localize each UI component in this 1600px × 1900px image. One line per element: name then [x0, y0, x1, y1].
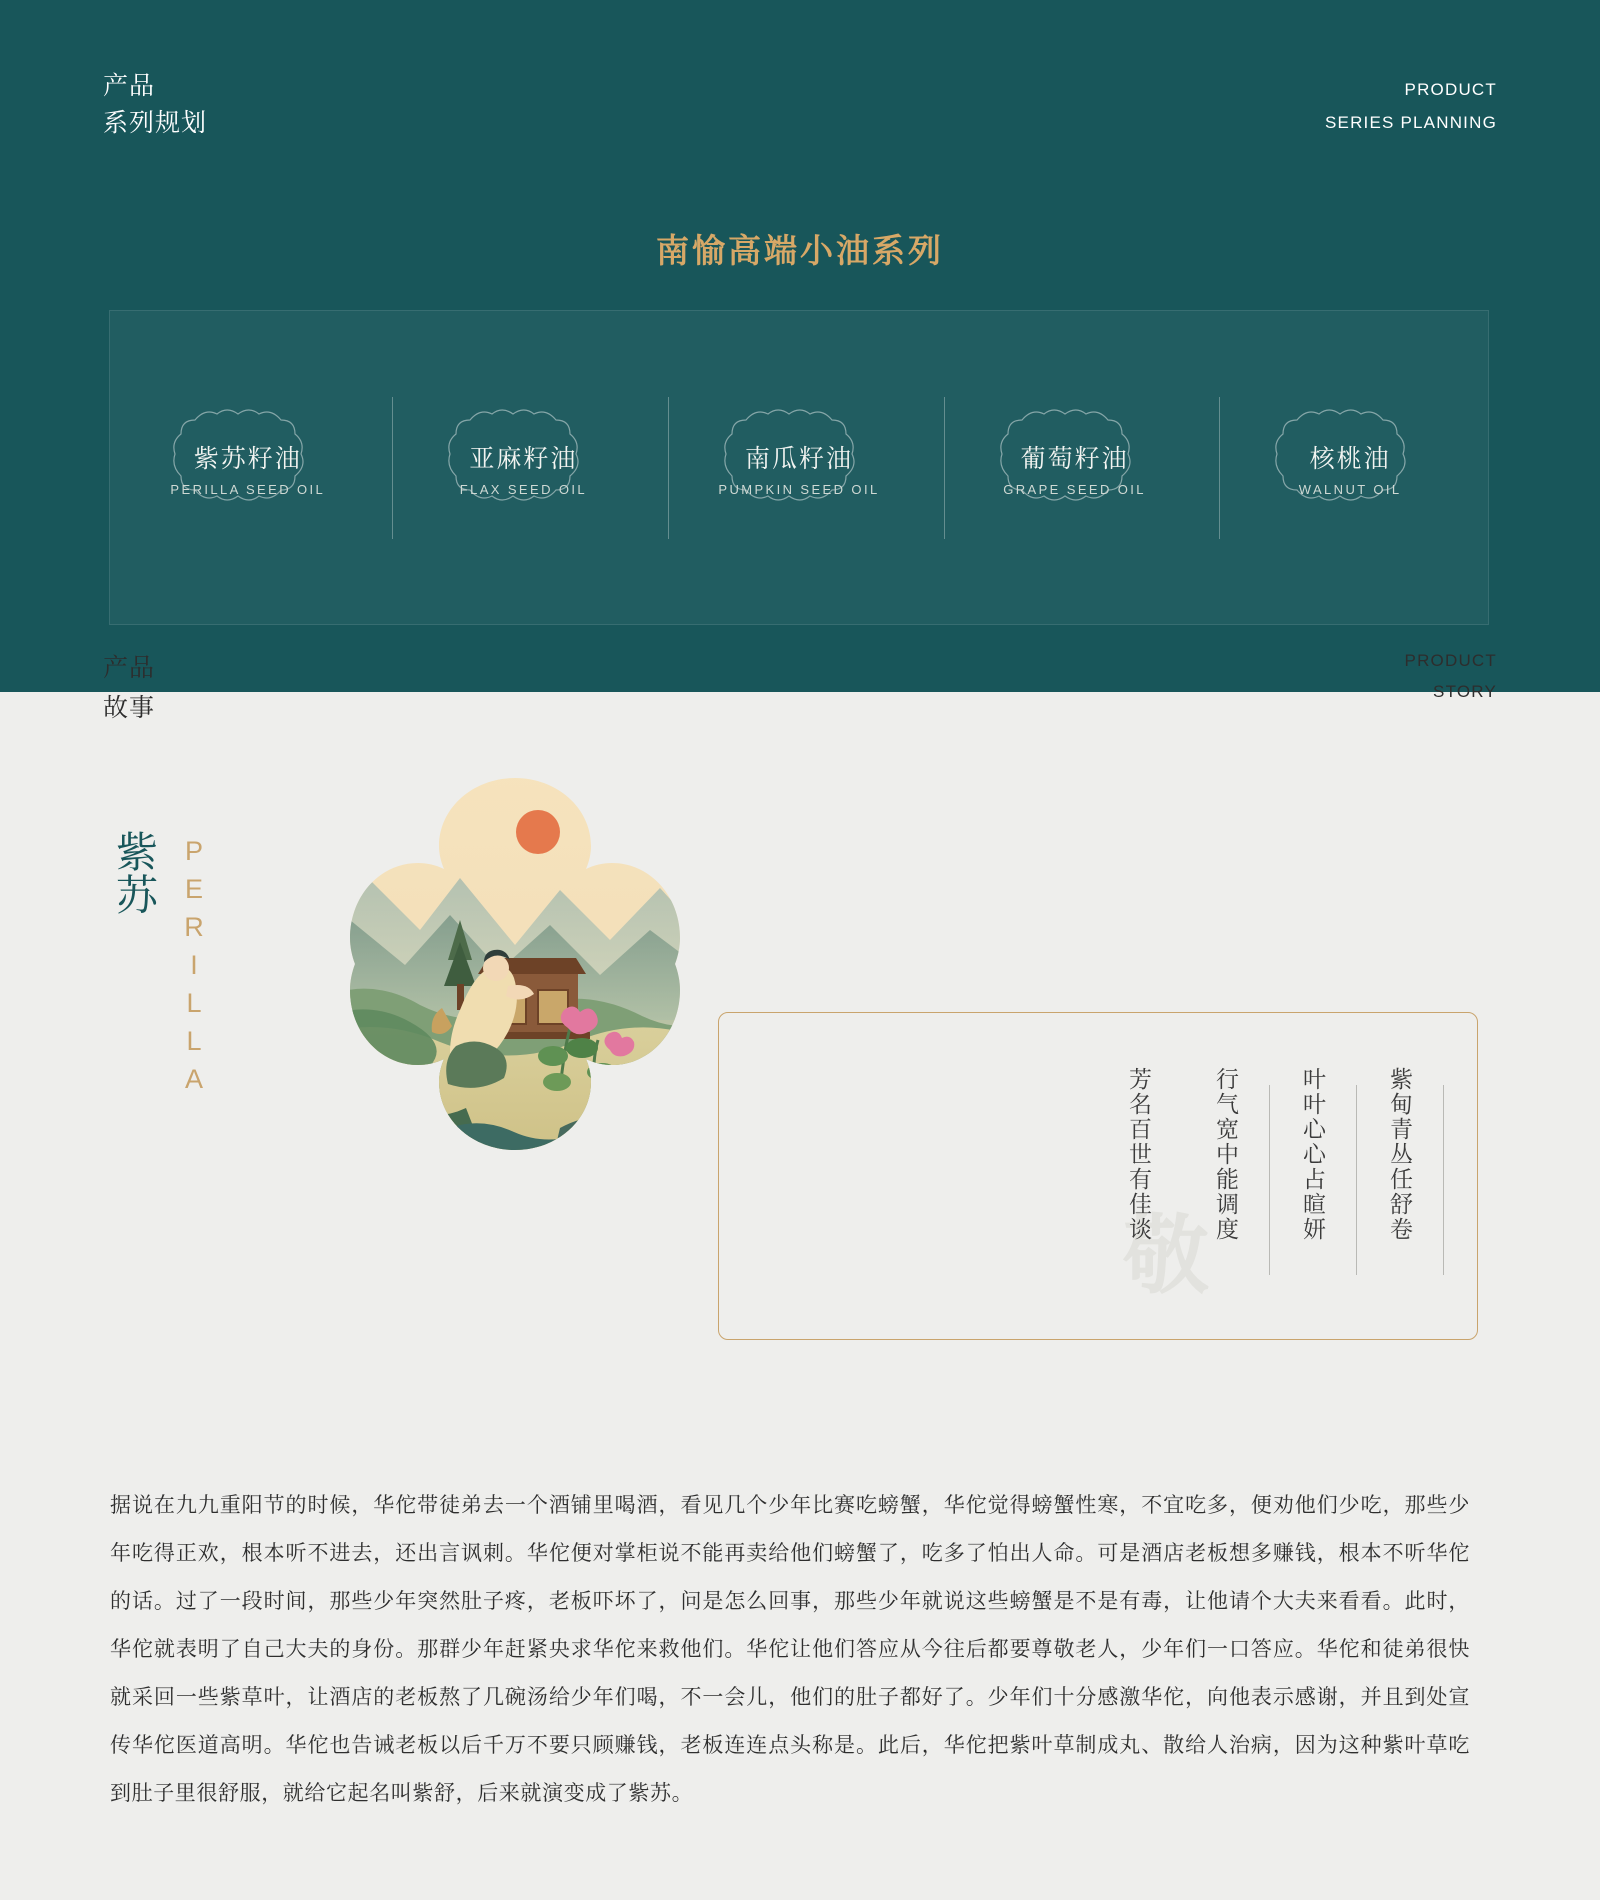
series-name-cn: 紫苏籽油 [193, 444, 302, 473]
illustration-scene-icon [310, 760, 720, 1170]
poem-column-3: 行气宽中能调度 [1182, 1067, 1269, 1287]
badge-frame [153, 398, 343, 538]
series-name-en: PUMPKIN SEED OIL [718, 481, 880, 497]
series-name-en: PERILLA SEED OIL [170, 481, 326, 497]
series-heading-en-line1: PRODUCT [1404, 80, 1497, 99]
series-item-walnut[interactable] [1221, 373, 1479, 563]
series-heading-line1: 产品 [103, 72, 156, 100]
series-section-heading-en [1325, 73, 1497, 139]
page-title: 南愉高端小油系列 [656, 232, 944, 269]
series-section-heading-cn [103, 68, 207, 142]
story-paragraph: 据说在九九重阳节的时候，华佗带徒弟去一个酒铺里喝酒，看见几个少年比赛吃螃蟹，华佗觉得螃蟹性寒，不宜吃多，便劝他们少吃，那些少年吃得正欢，根本听不进去，还出言讽刺。华佗便对掌柜说不能再卖给他们螃蟹了，吃多了怕出人命。可是酒店老板想多赚钱，根本不听华佗的话。过了一段时间，那些少年突然肚子疼，老板吓坏了，问是怎么回事，那些少年就说这些螃蟹是不是有毒，让他请个大夫来看看。此时，华佗就表明了自己大夫的身份。那群少年赶紧央求华佗来救他们。华佗让他们答应从今往后都要尊敬老人，少年们一口答应。华佗和徒弟很快就采回一些紫草叶，让酒店的老板熬了几碗汤给少年们喝，不一会儿，他们的肚子都好了。少年们十分感激华佗，向他表示感谢，并且到处宣传华佗医道高明。华佗也告诫老板以后千万不要只顾赚钱，老板连连点头称是。此后，华佗把紫叶草制成丸、散给人治病，因为这种紫叶草吃到肚子里很舒服，就给它起名叫紫舒，后来就演变成了紫苏。 [110, 1494, 1470, 1805]
story-heading-en-line2: STORY [1433, 682, 1497, 701]
story-section-heading-en [1405, 645, 1497, 707]
series-name-cn: 亚麻籽油 [469, 444, 578, 473]
story-heading-en-line1: PRODUCT [1404, 651, 1497, 670]
series-list [109, 310, 1489, 625]
product-series-section [0, 0, 1600, 692]
series-name-cn: 南瓜籽油 [744, 444, 853, 473]
series-item-grape[interactable] [946, 373, 1204, 563]
badge-frame [704, 398, 894, 538]
series-item-perilla[interactable] [119, 373, 377, 563]
story-section-heading-cn [103, 648, 155, 728]
series-name-en: GRAPE SEED OIL [1003, 481, 1146, 497]
story-heading-line2: 故事 [103, 694, 156, 722]
poem-panel [718, 1012, 1478, 1340]
perilla-illustration [310, 760, 720, 1170]
poem-column-2: 叶叶心心占暄妍 [1269, 1067, 1356, 1287]
series-heading-en-line2: SERIES PLANNING [1325, 113, 1497, 132]
series-item-flax[interactable] [394, 373, 652, 563]
brand-name-en: PERILLA [179, 836, 209, 1102]
poem-column-1: 紫甸青丛任舒卷 [1356, 1067, 1443, 1287]
series-name-en: WALNUT OIL [1298, 481, 1402, 497]
seal-character: 敬 [1123, 1205, 1211, 1306]
poem-column-4: 芳名百世有佳谈 [1126, 1067, 1152, 1242]
badge-frame [428, 398, 618, 538]
poem-columns [1095, 1013, 1443, 1341]
story-heading-line1: 产品 [103, 654, 156, 682]
brand-name-cn: 紫苏 [111, 830, 158, 916]
series-name-cn: 核桃油 [1309, 444, 1391, 473]
badge-frame [1255, 398, 1445, 538]
series-name-cn: 葡萄籽油 [1020, 444, 1129, 473]
series-item-pumpkin[interactable] [670, 373, 928, 563]
series-name-en: FLAX SEED OIL [459, 481, 588, 497]
series-heading-line2: 系列规划 [103, 109, 208, 137]
badge-frame [980, 398, 1170, 538]
